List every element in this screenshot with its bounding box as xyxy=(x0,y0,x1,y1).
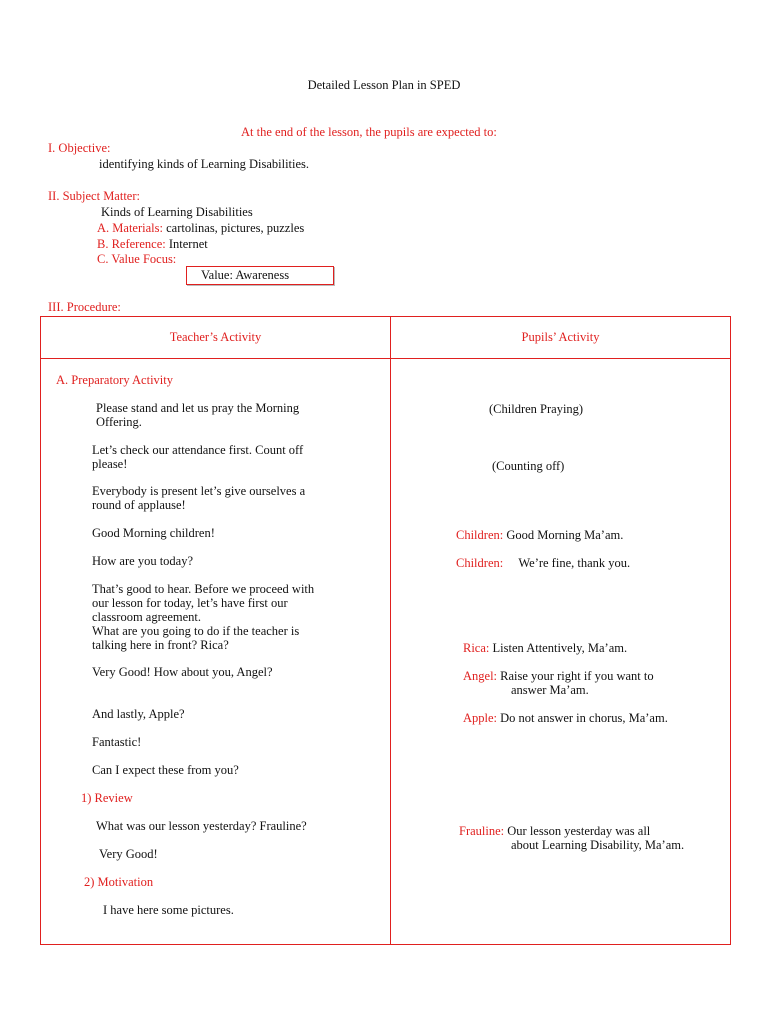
procedure-table xyxy=(40,316,731,945)
teacher-line: How are you today? xyxy=(92,554,194,568)
speaker-label: Apple: xyxy=(463,711,498,725)
materials-value: cartolinas, pictures, puzzles xyxy=(166,221,305,235)
pupil-line: (Counting off) xyxy=(492,459,565,473)
teacher-activity-cell xyxy=(41,359,391,945)
teacher-line: I have here some pictures. xyxy=(103,903,234,917)
value-focus-label: C. Value Focus: xyxy=(97,252,177,266)
reference-line xyxy=(97,237,208,252)
subject-topic: Kinds of Learning Disabilities xyxy=(101,205,253,219)
teacher-line: And lastly, Apple? xyxy=(92,707,185,721)
pupil-response xyxy=(463,641,627,655)
review-heading: 1) Review xyxy=(81,791,133,805)
response-text: Do not answer in chorus, Ma’am. xyxy=(500,711,668,725)
table-header-row xyxy=(41,317,731,359)
procedure-heading: III. Procedure: xyxy=(48,300,121,314)
preparatory-activity-heading: A. Preparatory Activity xyxy=(56,373,173,387)
teacher-line: please! xyxy=(92,457,128,471)
response-text: We’re fine, thank you. xyxy=(518,556,631,570)
materials-line xyxy=(97,221,304,236)
response-text: Listen Attentively, Ma’am. xyxy=(492,641,628,655)
pupil-response xyxy=(456,556,630,570)
teacher-line: Let’s check our attendance first. Count off xyxy=(92,443,304,457)
teacher-line: classroom agreement. xyxy=(92,610,201,624)
pupils-activity-cell xyxy=(391,359,731,945)
teacher-line: What was our lesson yesterday? Frauline? xyxy=(96,819,307,833)
reference-label: B. Reference: xyxy=(97,237,166,251)
pupil-line: (Children Praying) xyxy=(489,402,584,416)
subject-matter-heading: II. Subject Matter: xyxy=(48,189,140,203)
speaker-label: Rica: xyxy=(463,641,490,655)
speaker-label: Children: xyxy=(456,556,504,570)
pupil-line: about Learning Disability, Ma’am. xyxy=(511,838,685,852)
teacher-line: Very Good! xyxy=(99,847,158,861)
teacher-line: Can I expect these from you? xyxy=(92,763,239,777)
speaker-label: Children: xyxy=(456,528,504,542)
teacher-line: What are you going to do if the teacher is xyxy=(92,624,300,638)
pupils-activity-header: Pupils’ Activity xyxy=(391,317,731,359)
motivation-heading: 2) Motivation xyxy=(84,875,154,889)
response-text: Good Morning Ma’am. xyxy=(506,528,624,542)
materials-label: A. Materials: xyxy=(97,221,163,235)
pupil-response xyxy=(463,669,654,683)
teacher-line: Offering. xyxy=(96,415,142,429)
pupil-response xyxy=(456,528,623,542)
reference-value: Internet xyxy=(168,237,208,251)
objective-text: identifying kinds of Learning Disabilities. xyxy=(99,157,310,171)
teacher-line: Fantastic! xyxy=(92,735,142,749)
document-title: Detailed Lesson Plan in SPED xyxy=(307,78,461,92)
teacher-line: Very Good! How about you, Angel? xyxy=(92,665,273,679)
teacher-line: That’s good to hear. Before we proceed with xyxy=(92,582,315,596)
teacher-line: Good Morning children! xyxy=(92,526,215,540)
value-focus-box xyxy=(186,266,334,285)
teacher-line: Please stand and let us pray the Morning xyxy=(96,401,300,415)
teacher-line: Everybody is present let’s give ourselves a xyxy=(92,484,306,498)
teacher-line: talking here in front? Rica? xyxy=(92,638,229,652)
speaker-label: Frauline: xyxy=(459,824,505,838)
table-row xyxy=(41,359,731,945)
teacher-activity-header: Teacher’s Activity xyxy=(41,317,391,359)
pupil-response xyxy=(463,711,668,725)
objective-intro: At the end of the lesson, the pupils are expected to: xyxy=(241,125,497,139)
pupil-response xyxy=(459,824,650,838)
speaker-label: Angel: xyxy=(463,669,498,683)
objective-heading: I. Objective: xyxy=(48,141,111,155)
teacher-line: our lesson for today, let’s have first our xyxy=(92,596,288,610)
pupil-line: answer Ma’am. xyxy=(511,683,589,697)
response-text: Raise your right if you want to xyxy=(500,669,654,683)
teacher-line: round of applause! xyxy=(92,498,186,512)
response-text: Our lesson yesterday was all xyxy=(507,824,651,838)
value-focus-text: Value: Awareness xyxy=(201,268,290,282)
